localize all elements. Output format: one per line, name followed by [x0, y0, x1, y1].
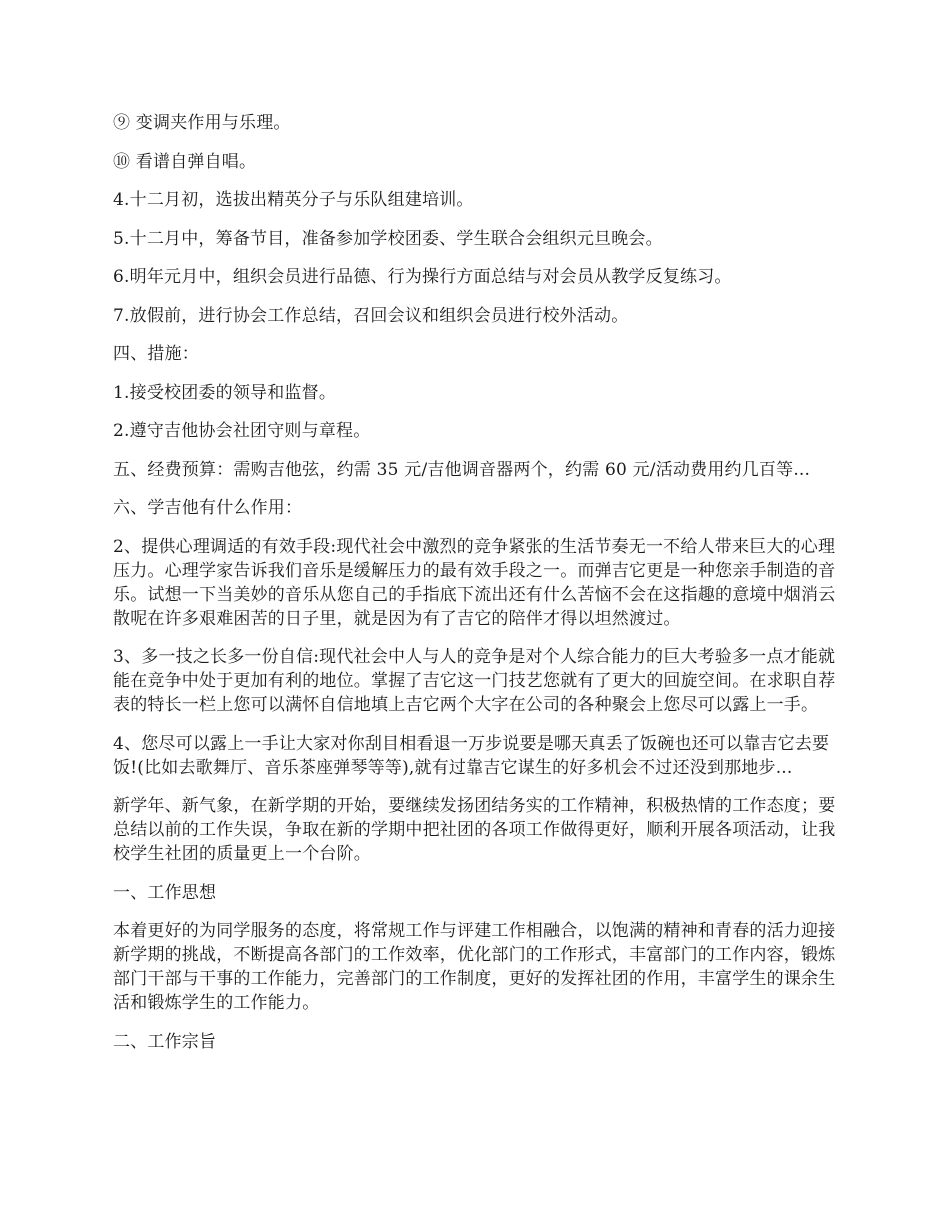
- paragraph-measure-2: 2.遵守吉他协会社团守则与章程。: [113, 421, 371, 441]
- paragraph-work-thought: 本着更好的为同学服务的态度，将常规工作与评建工作相融合，以饱满的精神和青春的活力迎接新学期的挑战，不断提高各部门的工作效率，优化部门的工作形式，丰富部门的工作内容，锻炼部门干部与干事的工作能力，完善部门的工作制度，更好的发挥社团的作用，丰富学生的课余生活和锻炼学生的工作能力。: [113, 921, 836, 1013]
- paragraph-new-semester: 新学年、新气象，在新学期的开始，要继续发扬团结务实的工作精神，积极热情的工作态度；要总结以前的工作失误，争取在新的学期中把社团的各项工作做得更好，顺利开展各项活动，让我校学生社团的质量更上一个台阶。: [113, 796, 836, 864]
- paragraph-step-10: ⑩ 看谱自弹自唱。: [113, 151, 257, 172]
- paragraph-item-4: 4.十二月初，选拔出精英分子与乐队组建培训。: [113, 190, 474, 210]
- section-heading-guitar-benefits: 六、学吉他有什么作用：: [113, 498, 303, 518]
- paragraph-step-9: ⑨ 变调夹作用与乐理。: [113, 113, 291, 133]
- paragraph-benefit-2: 2、提供心理调适的有效手段:现代社会中激烈的竞争紧张的生活节奏无一不给人带来巨大的心理压力。心理学家告诉我们音乐是缓解压力的最有效手段之一。而弹吉它更是一种您亲手制造的音乐。试想一下当美妙的音乐从您自己的手指底下流出还有什么苦恼不会在这指趣的意境中烟消云散呢在许多艰难困苦的日子里，就是因为有了吉它的陪伴才得以坦然渡过。: [113, 536, 836, 629]
- paragraph-measure-1: 1.接受校团委的领导和监督。: [113, 382, 337, 403]
- section-heading-work-purpose: 二、工作宗旨: [113, 1031, 217, 1052]
- paragraph-item-5: 5.十二月中，筹备节目，准备参加学校团委、学生联合会组织元旦晚会。: [113, 228, 663, 249]
- section-heading-measures: 四、措施：: [113, 344, 199, 364]
- paragraph-item-6: 6.明年元月中，组织会员进行品德、行为操行方面总结与对会员从教学反复练习。: [113, 267, 732, 287]
- section-heading-work-thought: 一、工作思想: [113, 882, 217, 903]
- paragraph-benefit-3: 3、多一技之长多一份自信:现代社会中人与人的竞争是对个人综合能力的巨大考验多一点才能就能在竞争中处于更加有利的地位。掌握了吉它这一门技艺您就有了更大的回旋空间。在求职自荐表的特长一栏上您可以满怀自信地填上吉它两个大字在公司的各种聚会上您尽可以露上一手。: [113, 647, 836, 715]
- paragraph-benefit-4: 4、您尽可以露上一手让大家对你刮目相看退一万步说要是哪天真丢了饭碗也还可以靠吉它去要饭!(比如去歌舞厅、音乐茶座弹琴等等),就有过靠吉它谋生的好多机会不过还没到那地步...: [113, 733, 830, 778]
- paragraph-budget: 五、经费预算：需购吉他弦，约需 35 元/吉他调音器两个，约需 60 元/活动费用约几百等...: [113, 459, 811, 480]
- document-page: [113, 111, 843, 1068]
- paragraph-item-7: 7.放假前，进行协会工作总结，召回会议和组织会员进行校外活动。: [113, 305, 629, 326]
